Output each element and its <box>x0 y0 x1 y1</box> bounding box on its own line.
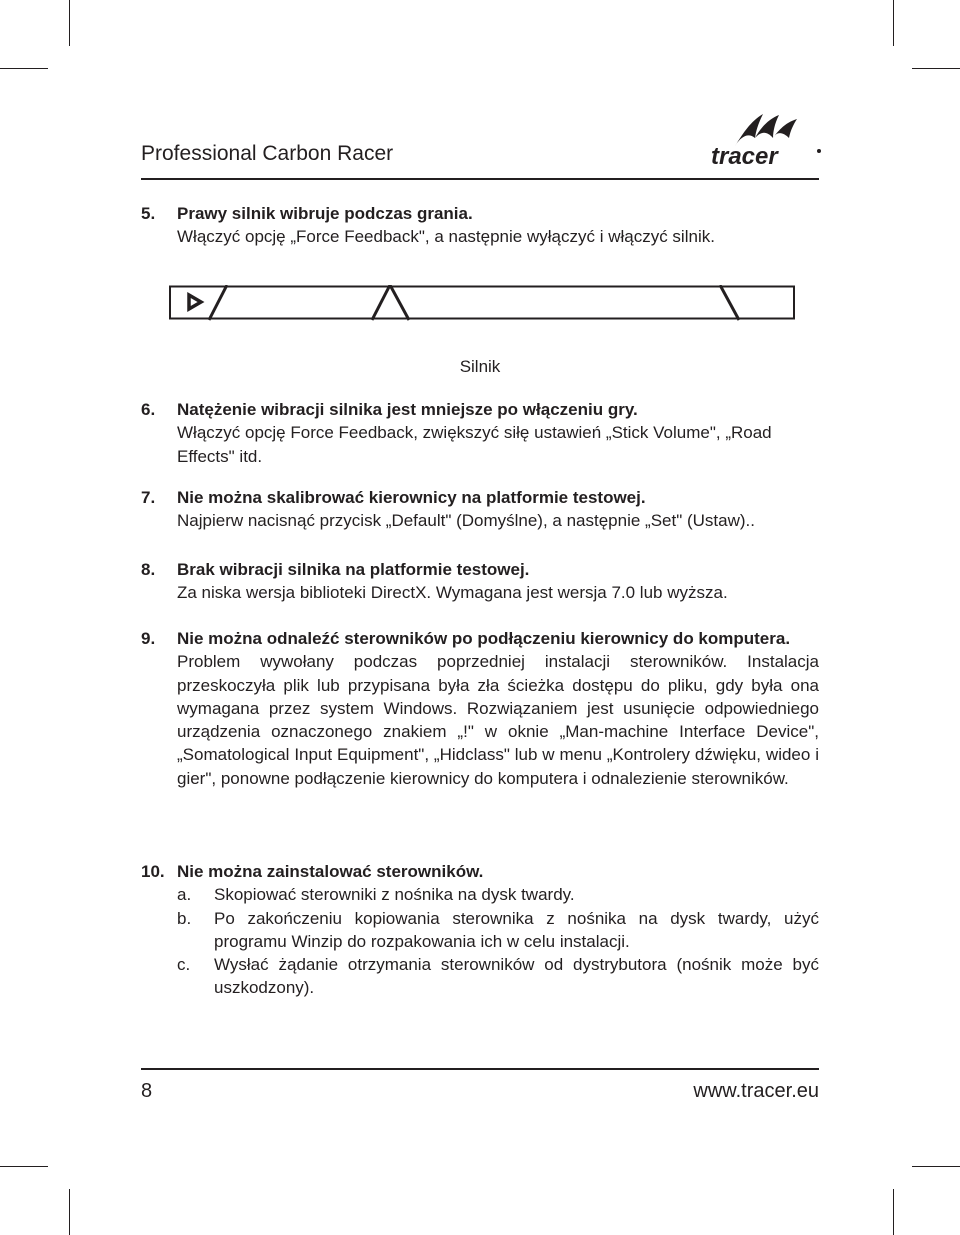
item-title: Natężenie wibracji silnika jest mniejsze po włączeniu gry. <box>177 400 638 419</box>
item-description: Najpierw nacisnąć przycisk „Default" (Domyślne), a następnie „Set" (Ustaw).. <box>177 511 755 531</box>
tracer-logo-text: tracer <box>711 143 778 170</box>
item-number: 9. <box>141 629 156 648</box>
item-number: 10. <box>141 862 165 881</box>
sub-item-a <box>177 883 819 906</box>
crop-mark <box>0 1166 48 1167</box>
item-number: 7. <box>141 488 156 507</box>
crop-mark <box>912 1166 960 1167</box>
troubleshoot-item-5 <box>141 202 819 249</box>
item-title: Nie można skalibrować kierownicy na platformie testowej. <box>177 488 646 507</box>
crop-mark <box>69 1189 70 1235</box>
troubleshoot-item-8 <box>141 558 819 605</box>
sub-item-letter: a. <box>177 885 192 905</box>
item-description: Włączyć opcję „Force Feedback", a następnie wyłączyć i włączyć silnik. <box>177 227 715 247</box>
tracer-logo <box>707 105 825 171</box>
item-title: Nie można odnaleźć sterowników po podłączeniu kierownicy do komputera. <box>177 629 791 648</box>
crop-mark <box>69 0 70 46</box>
footer-rule <box>141 1068 819 1070</box>
item-title: Brak wibracji silnika na platformie testowej. <box>177 560 530 579</box>
item-number: 8. <box>141 560 156 579</box>
item-number: 5. <box>141 204 156 223</box>
sub-item-text: Po zakończeniu kopiowania sterownika z nośnika na dysk twardy, użyć programu Winzip do rozpakowania ich w celu instalacji. <box>214 908 819 951</box>
crop-mark <box>912 68 960 69</box>
crop-mark <box>0 68 48 69</box>
item-description: Za niska wersja biblioteki DirectX. Wymagana jest wersja 7.0 lub wyższa. <box>177 583 728 603</box>
troubleshoot-item-7 <box>141 486 819 533</box>
troubleshoot-item-9 <box>141 627 819 790</box>
troubleshoot-item-10 <box>141 860 819 1000</box>
item-title: Prawy silnik wibruje podczas grania. <box>177 204 473 223</box>
motor-label: Silnik <box>459 357 501 376</box>
crop-mark <box>893 0 894 46</box>
sub-item-letter: b. <box>177 908 192 928</box>
item-description: Problem wywołany podczas poprzedniej instalacji sterowników. Instalacja przeskoczyła plik lub przypisana była zła ścieżka dostępu do pliku, gdy była ona wymagana przez system Windows. Rozwiązaniem jest usunięcie odpowiedniego urządzenia oznaczonego znakiem „!" w oknie „Man-machine Interface Device", „Somatological Input Equipment", „Hidclass" lub w menu „Kontrolery dźwięku, wideo i gier", ponowne podłączenie kierownicy do komputera i odnalezienie sterowników. <box>177 652 819 788</box>
crop-mark <box>893 1189 894 1235</box>
item-title: Nie można zainstalować sterowników. <box>177 862 484 881</box>
item-number: 6. <box>141 400 156 419</box>
sub-item-text: Skopiować sterowniki z nośnika na dysk twardy. <box>214 885 575 905</box>
motor-diagram <box>169 285 796 321</box>
sub-item-c <box>177 953 819 1000</box>
item-description: Włączyć opcję Force Feedback, zwiększyć siłę ustawień „Stick Volume", „Road Effects" itd. <box>177 423 772 466</box>
page-number: 8 <box>141 1080 153 1102</box>
sub-item-letter: c. <box>177 955 191 975</box>
document-title: Professional Carbon Racer <box>141 142 394 165</box>
troubleshoot-item-6 <box>141 398 819 468</box>
website-url: www.tracer.eu <box>693 1080 819 1102</box>
sub-item-text: Wysłać żądanie otrzymania sterowników od dystrybutora (nośnik może być uszkodzony). <box>214 955 819 998</box>
sub-item-b <box>177 907 819 954</box>
header-rule <box>141 178 819 180</box>
